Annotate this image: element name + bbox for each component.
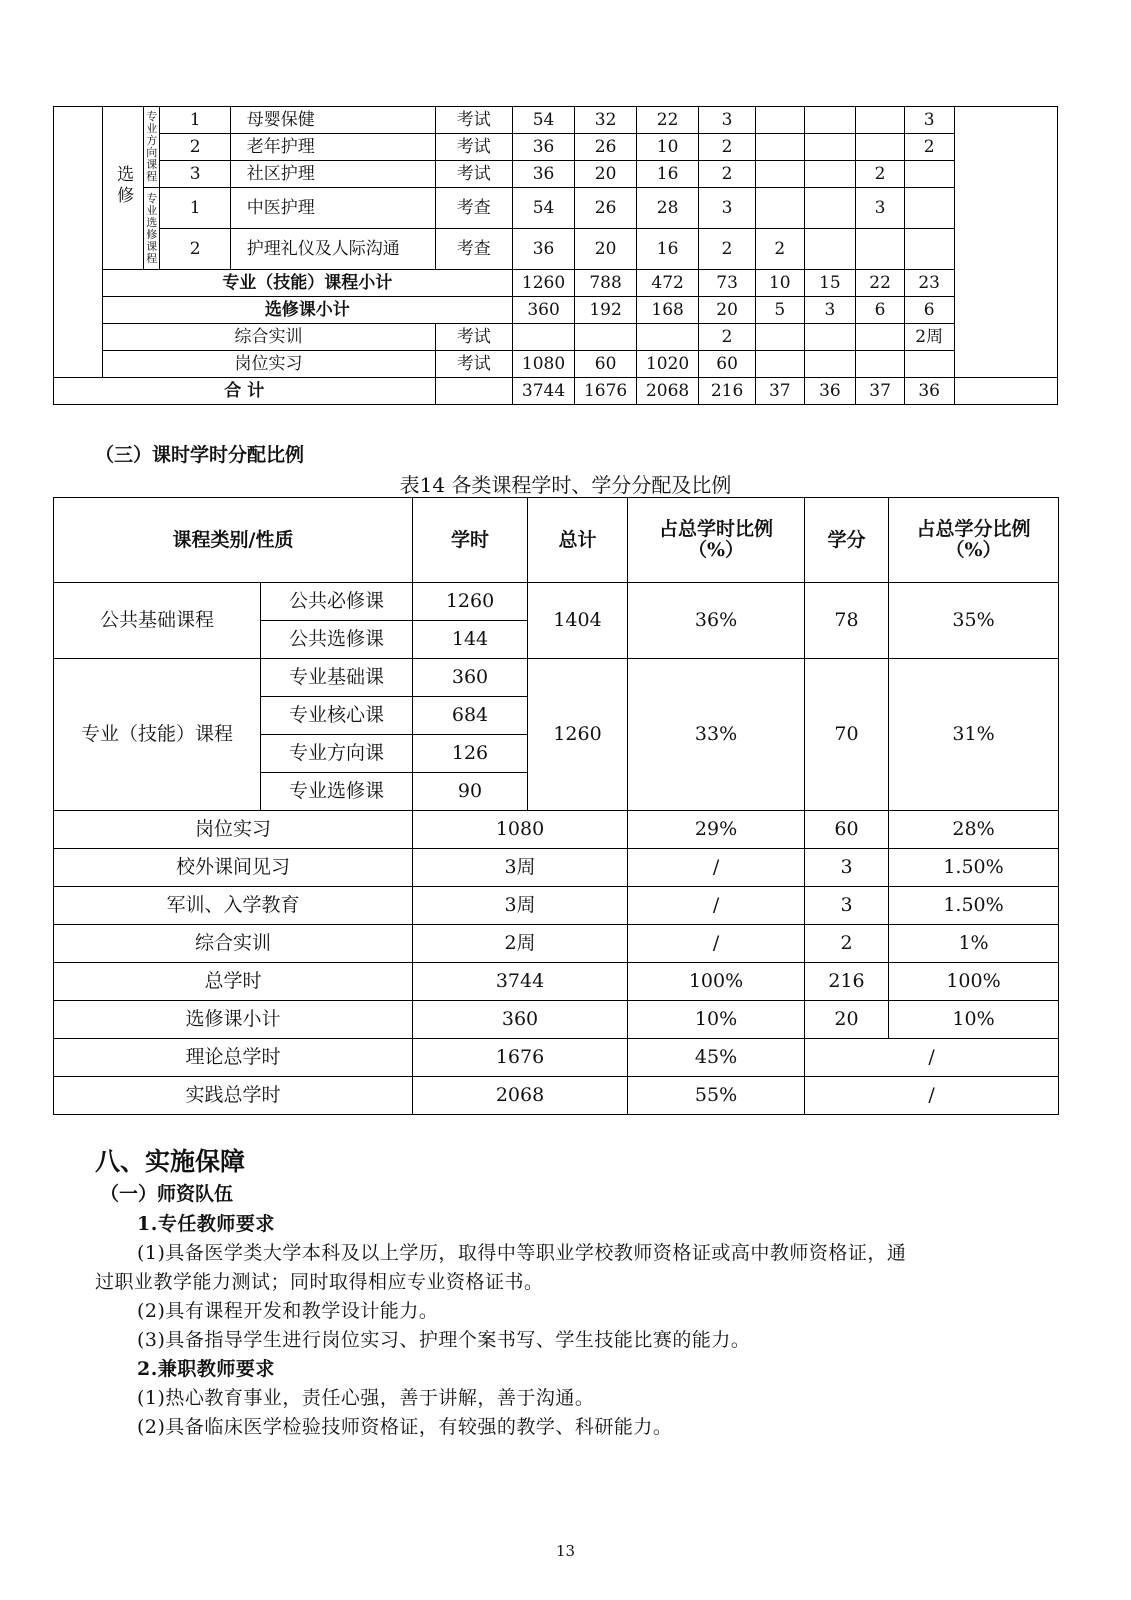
cell — [756, 107, 805, 134]
cell: 78 — [805, 583, 889, 659]
cell: 168 — [637, 297, 699, 324]
sub-category: 专业选修课 — [261, 773, 413, 811]
row-number: 1 — [160, 188, 230, 229]
cell: 1260 — [528, 659, 628, 811]
table-row — [54, 378, 1058, 405]
sub-category: 专业方向课 — [261, 735, 413, 773]
cell: 1260 — [513, 270, 575, 297]
cell: 36 — [904, 378, 954, 405]
cell: 45% — [628, 1039, 805, 1077]
cell: 3744 — [513, 378, 575, 405]
cell: 22 — [637, 107, 699, 134]
cell: 15 — [804, 270, 856, 297]
cell: 33% — [628, 659, 805, 811]
cell: 36 — [513, 134, 575, 161]
category-label: 公共基础课程 — [54, 583, 261, 659]
cell: 54 — [513, 188, 575, 229]
cell: 23 — [904, 270, 954, 297]
cell: 2 — [856, 161, 905, 188]
cell: 3 — [805, 887, 889, 925]
cell: 90 — [413, 773, 528, 811]
course-name: 母婴保健 — [230, 107, 435, 134]
cell — [513, 324, 575, 351]
subsection-heading: 2.兼职教师要求 — [137, 1358, 275, 1380]
summary-label: 专业（技能）课程小计 — [102, 270, 512, 297]
table-row — [54, 229, 1058, 270]
summary-label: 综合实训 — [102, 324, 435, 351]
col-header: 占总学时比例（%） — [628, 498, 805, 583]
course-name: 中医护理 — [230, 188, 435, 229]
cell — [804, 351, 856, 378]
section-heading: （一）师资队伍 — [100, 1183, 234, 1205]
cell: 55% — [628, 1077, 805, 1115]
cell: 1676 — [413, 1039, 628, 1077]
row-label: 实践总学时 — [54, 1077, 413, 1115]
cell: 2周 — [413, 925, 628, 963]
cell: 10% — [889, 1001, 1059, 1039]
table-row — [54, 583, 1059, 621]
cell: 5 — [756, 297, 805, 324]
table-row — [54, 811, 1059, 849]
cell: 36 — [513, 229, 575, 270]
cell: 54 — [513, 107, 575, 134]
cell: 28% — [889, 811, 1059, 849]
col-header: 学分 — [805, 498, 889, 583]
col-header: 课程类别/性质 — [54, 498, 413, 583]
cell: 37 — [756, 378, 805, 405]
cell — [756, 188, 805, 229]
cell: 144 — [413, 621, 528, 659]
cell: 10 — [756, 270, 805, 297]
row-number: 1 — [160, 107, 230, 134]
cell: 216 — [805, 963, 889, 1001]
cell — [756, 351, 805, 378]
cell: 36% — [628, 583, 805, 659]
assessment-type: 考查 — [435, 188, 513, 229]
cell: 60 — [699, 351, 756, 378]
course-name: 老年护理 — [230, 134, 435, 161]
table-row — [54, 188, 1058, 229]
row-label: 校外课间见习 — [54, 849, 413, 887]
cell: 31% — [889, 659, 1059, 811]
direction-course-label: 专业方向课程 — [143, 107, 160, 188]
cell: 2 — [805, 925, 889, 963]
paragraph: (2)具备临床医学检验技师资格证，有较强的教学、科研能力。 — [137, 1416, 673, 1438]
cell — [804, 161, 856, 188]
cell: 126 — [413, 735, 528, 773]
category-label: 专业（技能）课程 — [54, 659, 261, 811]
course-plan-table-continued — [53, 106, 1058, 405]
table-row — [54, 1039, 1059, 1077]
table-row — [54, 107, 1058, 134]
cell: 70 — [805, 659, 889, 811]
cell: 360 — [513, 297, 575, 324]
elective-group-label: 选修 — [102, 107, 143, 270]
table-row — [54, 659, 1059, 697]
cell: 100% — [628, 963, 805, 1001]
table-row — [54, 849, 1059, 887]
cell: 20 — [575, 161, 637, 188]
cell: 32 — [575, 107, 637, 134]
cell — [856, 107, 905, 134]
cell: 10 — [637, 134, 699, 161]
cell: 216 — [699, 378, 756, 405]
cell: 20 — [575, 229, 637, 270]
chapter-heading: 八、实施保障 — [95, 1147, 246, 1176]
cell: 60 — [805, 811, 889, 849]
paragraph: (3)具备指导学生进行岗位实习、护理个案书写、学生技能比赛的能力。 — [137, 1329, 751, 1351]
cell — [575, 324, 637, 351]
cell: 1676 — [575, 378, 637, 405]
cell — [904, 161, 954, 188]
cell — [756, 324, 805, 351]
assessment-type: 考试 — [435, 161, 513, 188]
cell: 2 — [699, 161, 756, 188]
row-number: 3 — [160, 161, 230, 188]
col-header: 占总学分比例（%） — [889, 498, 1059, 583]
table-row — [54, 1077, 1059, 1115]
cell — [804, 324, 856, 351]
cell: 16 — [637, 161, 699, 188]
row-number: 2 — [160, 134, 230, 161]
cell: 2 — [699, 134, 756, 161]
table-row — [54, 161, 1058, 188]
cell: / — [628, 849, 805, 887]
cell: 6 — [904, 297, 954, 324]
cell: 472 — [637, 270, 699, 297]
table-row — [54, 297, 1058, 324]
cell: 360 — [413, 659, 528, 697]
cell — [856, 351, 905, 378]
cell: 16 — [637, 229, 699, 270]
grand-total-label: 合 计 — [54, 378, 436, 405]
cell: 1020 — [637, 351, 699, 378]
summary-label: 岗位实习 — [102, 351, 435, 378]
cell: 2 — [756, 229, 805, 270]
table-row — [54, 887, 1059, 925]
cell: 1080 — [513, 351, 575, 378]
cell: 3 — [805, 849, 889, 887]
cell: 788 — [575, 270, 637, 297]
cell — [637, 324, 699, 351]
cell: 26 — [575, 134, 637, 161]
cell — [804, 188, 856, 229]
paragraph: (1)具备医学类大学本科及以上学历，取得中等职业学校教师资格证或高中教师资格证，通 — [137, 1242, 907, 1264]
subsection-heading: 1.专任教师要求 — [137, 1213, 275, 1235]
cell: 1.50% — [889, 849, 1059, 887]
cell: 3 — [699, 107, 756, 134]
table-row — [54, 963, 1059, 1001]
row-label: 岗位实习 — [54, 811, 413, 849]
cell: 2周 — [904, 324, 954, 351]
row-number: 2 — [160, 229, 230, 270]
table-row — [54, 134, 1058, 161]
course-name: 护理礼仪及人际沟通 — [230, 229, 435, 270]
cell: 22 — [856, 270, 905, 297]
cell: / — [628, 925, 805, 963]
cell: 26 — [575, 188, 637, 229]
assessment-type — [435, 378, 513, 405]
hours-credits-table — [53, 497, 1059, 1115]
cell — [756, 161, 805, 188]
cell: 2068 — [413, 1077, 628, 1115]
cell: 1080 — [413, 811, 628, 849]
cell: 29% — [628, 811, 805, 849]
cell — [856, 324, 905, 351]
cell: 192 — [575, 297, 637, 324]
cell: / — [805, 1077, 1059, 1115]
cell: 36 — [804, 378, 856, 405]
cell: 1.50% — [889, 887, 1059, 925]
cell: 3周 — [413, 887, 628, 925]
cell — [904, 229, 954, 270]
cell — [804, 107, 856, 134]
cell: 3 — [856, 188, 905, 229]
section-heading: （三）课时学时分配比例 — [95, 444, 305, 466]
cell — [756, 134, 805, 161]
cell: 3周 — [413, 849, 628, 887]
col-header: 学时 — [413, 498, 528, 583]
cell: 100% — [889, 963, 1059, 1001]
cell: 10% — [628, 1001, 805, 1039]
cell: / — [805, 1039, 1059, 1077]
table-caption: 表14 各类课程学时、学分分配及比例 — [399, 473, 732, 497]
cell: 1404 — [528, 583, 628, 659]
table-header-row — [54, 498, 1059, 583]
cell — [856, 134, 905, 161]
cell: 20 — [805, 1001, 889, 1039]
table-row — [54, 1001, 1059, 1039]
cell: 3 — [904, 107, 954, 134]
cell: 1260 — [413, 583, 528, 621]
cell: 3 — [804, 297, 856, 324]
cell: 6 — [856, 297, 905, 324]
cell: 20 — [699, 297, 756, 324]
course-name: 社区护理 — [230, 161, 435, 188]
assessment-type: 考试 — [435, 134, 513, 161]
cell: 684 — [413, 697, 528, 735]
cell — [804, 229, 856, 270]
elective-course-label: 专业选修课程 — [143, 188, 160, 270]
cell: 35% — [889, 583, 1059, 659]
cell: 3744 — [413, 963, 628, 1001]
blank-cell — [954, 107, 1058, 378]
row-label: 总学时 — [54, 963, 413, 1001]
page-number: 13 — [555, 1542, 576, 1560]
cell — [904, 351, 954, 378]
table-row — [54, 324, 1058, 351]
cell: 3 — [699, 188, 756, 229]
assessment-type: 考试 — [435, 324, 513, 351]
paragraph: 过职业教学能力测试；同时取得相应专业资格证书。 — [95, 1271, 544, 1293]
sub-category: 专业核心课 — [261, 697, 413, 735]
table-row — [54, 925, 1059, 963]
cell: 73 — [699, 270, 756, 297]
cell — [856, 229, 905, 270]
col-header: 总计 — [528, 498, 628, 583]
sub-category: 专业基础课 — [261, 659, 413, 697]
summary-label: 选修课小计 — [102, 297, 512, 324]
assessment-type: 考试 — [435, 107, 513, 134]
cell: 37 — [856, 378, 905, 405]
assessment-type: 考查 — [435, 229, 513, 270]
row-label: 理论总学时 — [54, 1039, 413, 1077]
cell: 2 — [699, 324, 756, 351]
row-label: 军训、入学教育 — [54, 887, 413, 925]
sub-category: 公共必修课 — [261, 583, 413, 621]
assessment-type: 考试 — [435, 351, 513, 378]
cell: 1% — [889, 925, 1059, 963]
cell: 36 — [513, 161, 575, 188]
cell — [904, 188, 954, 229]
cell: 60 — [575, 351, 637, 378]
cell: 360 — [413, 1001, 628, 1039]
cell: / — [628, 887, 805, 925]
row-label: 综合实训 — [54, 925, 413, 963]
paragraph: (1)热心教育事业，责任心强，善于讲解，善于沟通。 — [137, 1387, 595, 1409]
cell: 2 — [699, 229, 756, 270]
blank-cell — [954, 378, 1058, 405]
cell — [804, 134, 856, 161]
table-row — [54, 351, 1058, 378]
cell: 28 — [637, 188, 699, 229]
cell: 2068 — [637, 378, 699, 405]
blank-cell — [54, 107, 103, 378]
row-label: 选修课小计 — [54, 1001, 413, 1039]
paragraph: (2)具有课程开发和教学设计能力。 — [137, 1300, 439, 1322]
cell: 2 — [904, 134, 954, 161]
table-row — [54, 270, 1058, 297]
sub-category: 公共选修课 — [261, 621, 413, 659]
